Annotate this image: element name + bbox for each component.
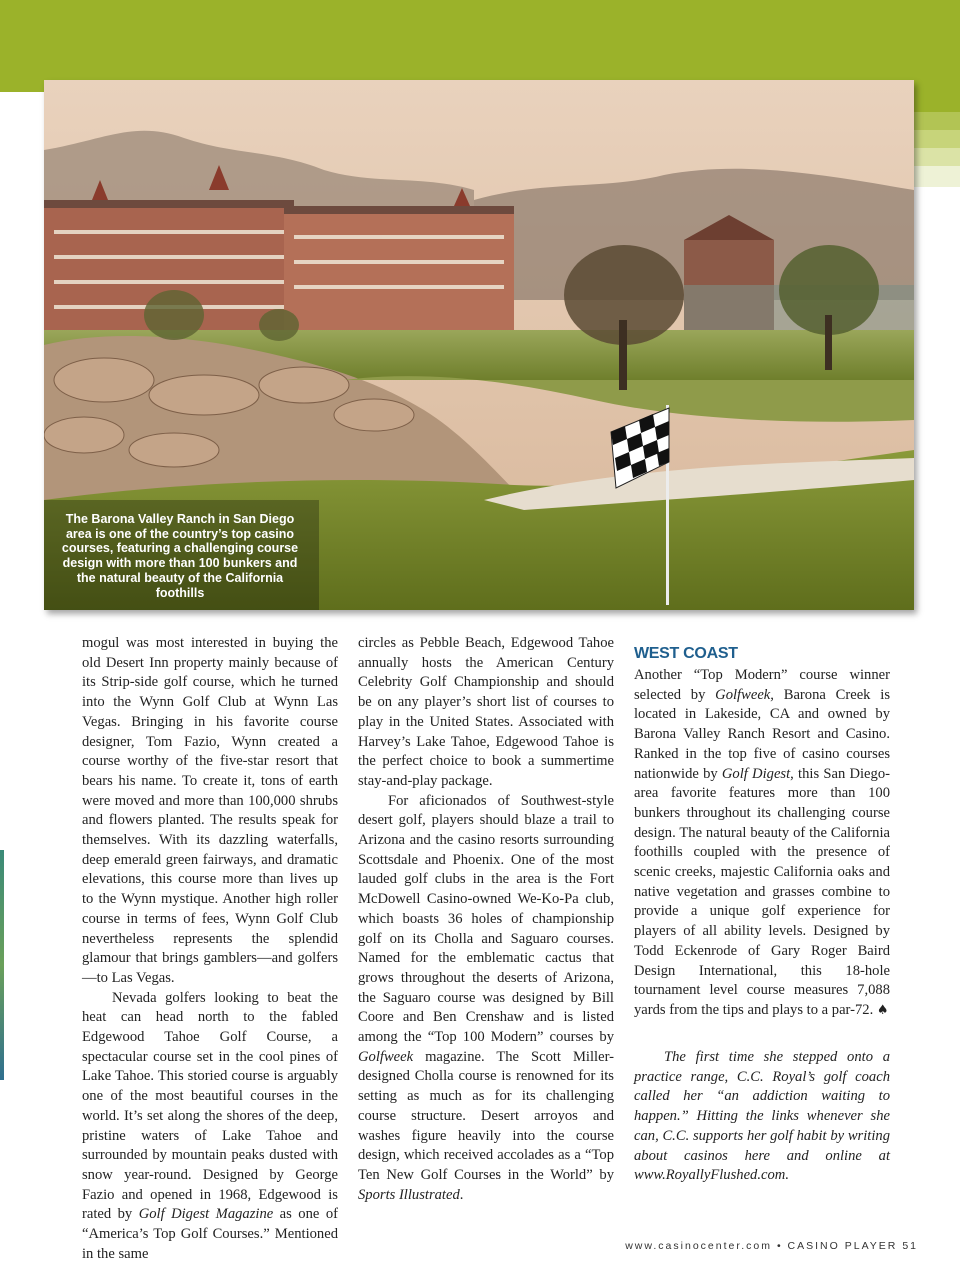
- footer-site-url: www.casinocenter.com: [625, 1240, 773, 1252]
- column1-paragraph-2-part-b: as one of “America’s Top Golf Courses.” Mentioned in the same: [82, 1206, 338, 1262]
- column3-paragraph-1: [634, 666, 890, 1021]
- article-column-2: [358, 634, 614, 1205]
- spade-end-mark-icon: ♠: [876, 1002, 889, 1018]
- photo-caption: The Barona Valley Ranch in San Diego area is one of the country’s top casino courses, featuring a challenging course design with more than 100 bunkers and the natural beauty of the California foothills: [61, 512, 299, 600]
- left-edge-strip: [0, 850, 4, 1080]
- column3-paragraph-1-part-b: Barona Creek is located in Lakeside, CA and owned by Barona Valley Ranch Resort and Casino. Ranked in the top five of casino courses nationwide by: [634, 686, 890, 782]
- section-heading-west-coast: WEST COAST: [634, 645, 738, 662]
- magazine-title-golfweek-2: Golfweek,: [715, 686, 774, 703]
- author-bio: The first time she stepped onto a practice range, C.C. Royal’s golf coach called her “an addiction waiting to happen.” Hitting the links whenever she can, C.C. supports her golf habit by writing about casinos here and online at www.RoyallyFlushed.com.: [634, 1049, 890, 1184]
- column3-paragraph-1-part-a: Another “Top Modern” course winner selected by: [634, 667, 890, 703]
- footer-separator: •: [776, 1240, 783, 1252]
- column2-paragraph-1: circles as Pebble Beach, Edgewood Tahoe annually hosts the American Century Celebrity Golf Championship and should be on any player’s short list of courses to play in the United States. Associated with Harvey’s Lake Tahoe, Edgewood Tahoe is the perfect choice to book a summertime stay-and-play package.: [358, 635, 614, 789]
- article-column-3: [634, 644, 890, 1021]
- side-gradient-band: [912, 92, 960, 187]
- magazine-title-golf-digest-2: Golf Digest: [721, 765, 791, 782]
- column1-paragraph-1: mogul was most interested in buying the old Desert Inn property mainly because of its Strip-side golf course, which he turned into the Wynn Golf Club at Wynn Las Vegas. Bringing in his favorite course designer, Tom Fazio, Wynn created a course worthy of the five-star resort that bears his name. To create it, tons of earth were moved and more than 100,000 shrubs and flowers planted. The results speak for themselves. With its dazzling waterfalls, deep emerald green fairways, and dramatic elevations, this course more than lives up to the Wynn mystique. Another high roller course in terms of fees, Wynn Golf Club nevertheless represents the splendid glamour that brings gamblers—and golfers—to Las Vegas.: [82, 635, 338, 986]
- column2-paragraph-2-part-b: magazine. The Scott Miller-designed Cholla course is renowned for its setting as much as for its challenging course structure. Desert arroyos and washes figure heavily into the course design, which received accolades as a “Top Ten New Golf Courses in the World” by: [358, 1048, 614, 1183]
- column3-paragraph-1-part-c: , this San Diego-area favorite features more than 100 bunkers throughout its challenging course design. The natural beauty of the California foothills coupled with the presence of scenic creeks, majestic California oaks and native vegetation and grasses combine to provide a unique golf experience for players of all ability levels. Designed by Todd Eckenrode of Gary Roger Baird Design International, this 18-hole tournament level course measures 7,088 yards from the tips and plays to a par-72.: [634, 765, 890, 1018]
- column1-paragraph-2-part-a: Nevada golfers looking to beat the heat can head north to the fabled Edgewood Tahoe Golf Course, a spectacular course set in the cool pines of Lake Tahoe. This storied course is arguably one of the most beautiful courses in the world. It’s set along the shores of the deep, pristine waters of Lake Tahoe and surrounded by mountain peaks dusted with snow year-round. Designed by George Fazio and opened in 1968, Edgewood is rated by: [82, 989, 338, 1223]
- page-footer: [600, 1240, 918, 1252]
- column2-paragraph-2-part-a: For aficionados of Southwest-style desert golf, players should blaze a trail to Arizona and the casino resorts surrounding Scottsdale and Phoenix. One of the most lauded golf clubs in the area is the Fort McDowell Casino-owned We-Ko-Pa club, which boasts 36 holes of championship golf on its Cholla and Saguaro courses. Named for the emblematic cactus that grows throughout the deserts of Arizona, the Saguaro course was designed by Bill Coore and Ben Crenshaw and is listed among the “Top 100 Modern” courses by: [358, 792, 614, 1046]
- magazine-title-golf-digest: Golf Digest Magazine: [138, 1206, 274, 1223]
- footer-magazine-name: CASINO PLAYER: [787, 1240, 898, 1252]
- magazine-title-golfweek: Golfweek: [358, 1048, 414, 1065]
- article-column-1: [82, 634, 338, 1265]
- column2-paragraph-2: [358, 792, 614, 1206]
- column1-paragraph-2: [82, 989, 338, 1265]
- magazine-title-sports-illustrated: Sports Illustrated: [358, 1186, 460, 1203]
- footer-page-number: 51: [902, 1240, 918, 1252]
- top-color-band: [0, 0, 960, 92]
- column2-paragraph-2-part-c: .: [459, 1186, 464, 1203]
